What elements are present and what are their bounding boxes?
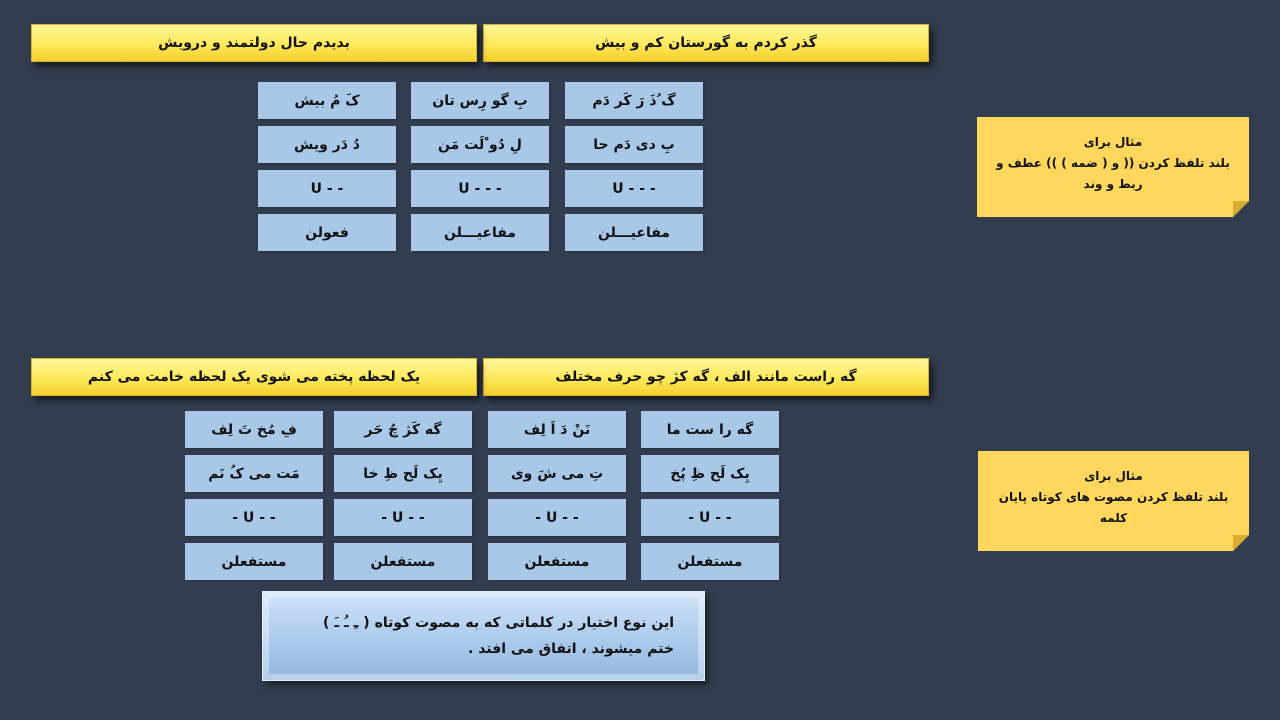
explanation-text: این نوع اختیار در کلماتی که به مصوت کوتاه ( ـِ ـُ ـَ ) ختم میشوند ، اتفاق می افتد . [323, 615, 674, 657]
s1-cell-r3-c1: مفاعیـــلن [411, 214, 549, 251]
note1-folded-corner [1233, 201, 1249, 217]
s1-cell-r1-c2: دُ دَر ویش [258, 126, 396, 163]
s1-cell-r3-c0: مفاعیـــلن [565, 214, 703, 251]
s2-cell-r2-c1: - U - - [488, 499, 626, 536]
s2-cell-r0-c2: گه کَژ چُ حَر [334, 411, 472, 448]
s1-cell-r2-c0: U - - - [565, 170, 703, 207]
s1-cell-r1-c0: بِ دی دَم حا [565, 126, 703, 163]
s2-cell-r2-c2: - U - - [334, 499, 472, 536]
note1-line2: بلند تلفظ کردن (( و ( ضمه ) )) عطف و [996, 155, 1230, 170]
s2-cell-r1-c0: یِک لَح ظِ پُخ [641, 455, 779, 492]
s2-cell-r0-c3: فِ مُخ تَ لِف [185, 411, 323, 448]
example-note-1 [977, 117, 1249, 217]
note1-line1: مثال برای [1083, 134, 1143, 149]
verse2-left-hemistich [31, 358, 477, 396]
s2-cell-r2-c0: - U - - [641, 499, 779, 536]
verse1-right-text: گذر کردم به گورستان کم و بیش [595, 35, 817, 51]
verse1-left-hemistich [31, 24, 477, 62]
s2-cell-r2-c3: - U - - [185, 499, 323, 536]
s1-cell-r0-c0: گ ُذَ رَ کَر دَم [565, 82, 703, 119]
verse2-left-text: یک لحظه پخته می شوی یک لحظه خامت می کنم [87, 369, 421, 385]
s2-cell-r0-c0: گه را ست ما [641, 411, 779, 448]
s1-cell-r0-c1: بِ گو رِس تان [411, 82, 549, 119]
note2-line3: کلمه [1099, 510, 1128, 525]
s2-cell-r1-c3: مَت می کُ نَم [185, 455, 323, 492]
note2-line1: مثال برای [1084, 468, 1143, 483]
explanation-box [262, 591, 705, 681]
s2-cell-r1-c1: تِ می شَ وی [488, 455, 626, 492]
s1-cell-r2-c1: U - - - [411, 170, 549, 207]
s2-cell-r3-c0: مستفعلن [641, 543, 779, 580]
note2-folded-corner [1233, 535, 1249, 551]
s1-cell-r0-c2: کَ مُ بیش [258, 82, 396, 119]
verse2-right-hemistich [483, 358, 929, 396]
s2-cell-r1-c2: یِک لَح ظِ خا [334, 455, 472, 492]
verse1-left-text: بدیدم حال دولتمند و درویش [158, 35, 350, 51]
example-note-2 [978, 451, 1249, 551]
s2-cell-r0-c1: نَنْ دَ اَ لِف [488, 411, 626, 448]
note2-line2: بلند تلفظ کردن مصوت های کوتاه پایان [998, 489, 1229, 504]
s2-cell-r3-c1: مستفعلن [488, 543, 626, 580]
note1-line3: ربط و وند [1083, 176, 1143, 191]
verse1-right-hemistich [483, 24, 929, 62]
s2-cell-r3-c2: مستفعلن [334, 543, 472, 580]
s1-cell-r2-c2: U - - [258, 170, 396, 207]
s1-cell-r1-c1: لِ دُو ْلَت مَن [411, 126, 549, 163]
verse2-right-text: گه راست مانند الف ، گه کژ چو حرف مختلف [555, 369, 857, 385]
s1-cell-r3-c2: فعولن [258, 214, 396, 251]
s2-cell-r3-c3: مستفعلن [185, 543, 323, 580]
